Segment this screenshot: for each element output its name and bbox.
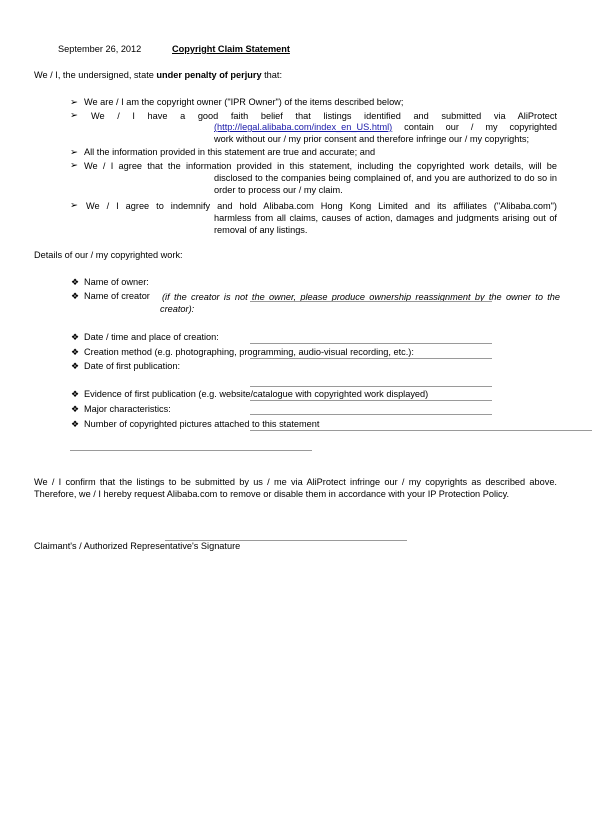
statement-2-line-1: We / I have a good faith belief that listings identified and submitted via AliProtect xyxy=(91,111,557,121)
diamond-bullet-icon: ❖ xyxy=(71,332,80,342)
diamond-bullet-icon: ❖ xyxy=(71,347,80,357)
evidence-field-line-top[interactable] xyxy=(250,386,492,387)
statement-3: All the information provided in this statement are true and accurate; and xyxy=(84,147,376,157)
creator-field-line[interactable] xyxy=(250,301,492,302)
arrow-bullet-icon: ➢ xyxy=(70,200,78,211)
confirmation-paragraph: We / I confirm that the listings to be submitted by us / me via AliProtect infringe our / my copyrights as described above. Therefore, we / I hereby request Alibaba.com to remove or disable them in accordance with your IP Protection Policy. xyxy=(34,477,557,499)
statement-1: We are / I am the copyright owner ("IPR Owner") of the items described below; xyxy=(84,97,404,107)
evidence-field-line[interactable] xyxy=(250,400,492,401)
major-characteristics-label: Major characteristics: xyxy=(84,404,171,414)
diamond-bullet-icon: ❖ xyxy=(71,404,80,414)
statement-5-rest: harmless from all claims, causes of action, damages and judgments arising out of removal of any listings. xyxy=(214,213,557,236)
date-time-place-field-line[interactable] xyxy=(250,343,492,344)
statement-2-line-3: work without our / my prior consent and therefore infringe our / my copyrights; xyxy=(214,134,530,144)
diamond-bullet-icon: ❖ xyxy=(71,389,80,399)
number-pictures-label: Number of copyrighted pictures attached to this statement xyxy=(84,419,320,429)
document-title: Copyright Claim Statement xyxy=(172,44,290,54)
details-heading: Details of our / my copyrighted work: xyxy=(34,250,183,260)
diamond-bullet-icon: ❖ xyxy=(71,291,80,301)
document-date: September 26, 2012 xyxy=(58,44,142,54)
diamond-bullet-icon: ❖ xyxy=(71,361,80,371)
intro-prefix: We / I, the undersigned, state xyxy=(34,70,157,80)
diamond-bullet-icon: ❖ xyxy=(71,277,80,287)
creator-note: (if the creator is not the owner, please produce ownership reassignment by the owner to the creator): xyxy=(160,292,560,315)
name-of-creator-label: Name of creator xyxy=(84,291,150,301)
extra-field-line[interactable] xyxy=(70,450,312,451)
statement-4-line-1: We / I agree that the information provided in this statement, including the copyrighted work details, will be xyxy=(84,161,557,171)
statement-2-after-link: contain our / my copyrighted xyxy=(392,122,557,132)
diamond-bullet-icon: ❖ xyxy=(71,419,80,429)
signature-label: Claimant's / Authorized Representative's Signature xyxy=(34,541,241,551)
major-characteristics-field-line[interactable] xyxy=(250,414,492,415)
intro-suffix: that: xyxy=(261,70,283,80)
arrow-bullet-icon: ➢ xyxy=(70,110,78,121)
intro-bold: under penalty of perjury xyxy=(156,70,262,80)
evidence-label: Evidence of first publication (e.g. website/catalogue with copyrighted work displayed) xyxy=(84,389,429,399)
creation-method-label: Creation method (e.g. photographing, programming, audio-visual recording, etc.): xyxy=(84,347,414,357)
creation-method-field-line[interactable] xyxy=(250,358,492,359)
date-first-publication-label: Date of first publication: xyxy=(84,361,181,371)
aliprotect-link[interactable]: (http://legal.alibaba.com/index_en_US.html) xyxy=(214,122,393,132)
name-of-owner-label: Name of owner: xyxy=(84,277,149,287)
arrow-bullet-icon: ➢ xyxy=(70,147,78,158)
arrow-bullet-icon: ➢ xyxy=(70,160,78,171)
intro-statement xyxy=(34,70,282,80)
statement-4-rest: disclosed to the companies being complained of, and you are authorized to do so in order to process our / my claim. xyxy=(214,173,557,196)
statement-5-line-1: We / I agree to indemnify and hold Alibaba.com Hong Kong Limited and its affiliates ("Alibaba.com") xyxy=(86,201,557,211)
date-time-place-label: Date / time and place of creation: xyxy=(84,332,219,342)
arrow-bullet-icon: ➢ xyxy=(70,97,78,108)
number-pictures-field-line[interactable] xyxy=(250,430,592,431)
statement-2-line-2 xyxy=(214,122,557,132)
